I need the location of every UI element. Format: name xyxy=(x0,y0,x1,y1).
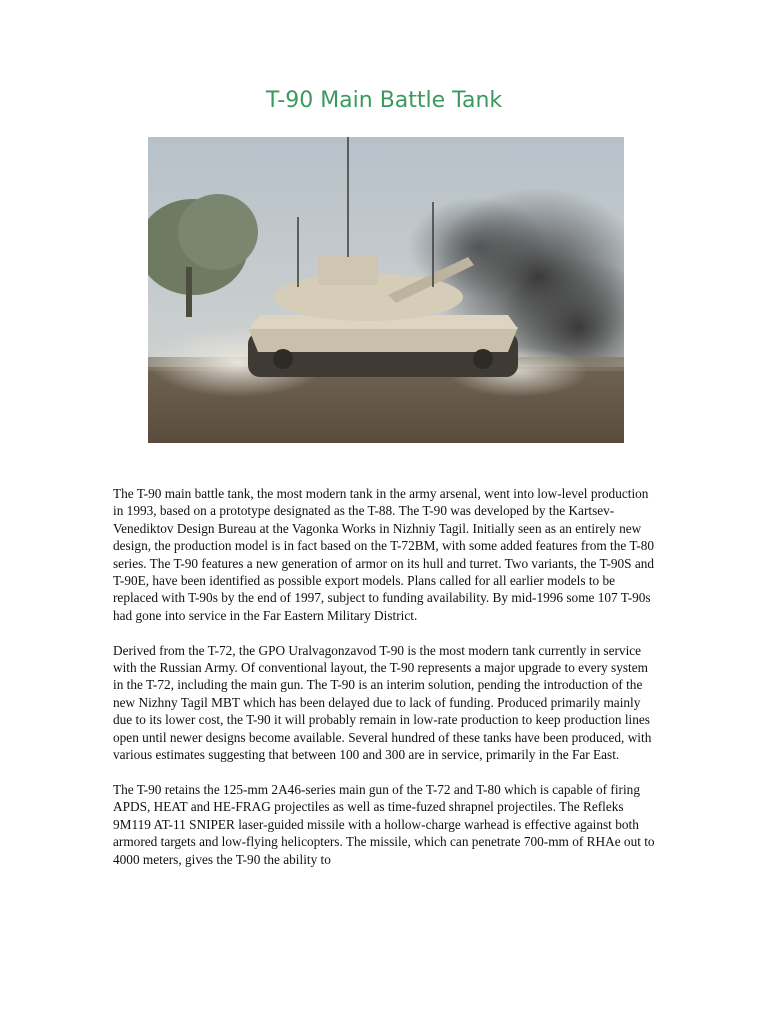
tank-photo xyxy=(148,137,624,443)
page-title: T-90 Main Battle Tank xyxy=(265,88,503,113)
article-body xyxy=(113,485,658,885)
paragraph: Derived from the T-72, the GPO Uralvagonzavod T-90 is the most modern tank currently in service with the Russian Army. Of conventional layout, the T-90 represents a major upgrade to every system in the T-72, including the main gun. The T-90 is an interim solution, pending the introduction of the new Nizhny Tagil MBT which has been delayed due to lack of funding. Produced primarily mainly due to its lower cost, the T-90 it will probably remain in low-rate production to keep production lines open until newer designs become available. Several hundred of these tanks have been produced, with various estimates suggesting that between 100 and 300 are in service, primarily in the Far East. xyxy=(113,642,652,763)
paragraph: The T-90 main battle tank, the most modern tank in the army arsenal, went into low-level production in 1993, based on a prototype designated as the T-88. The T-90 was developed by the Kartsev-Venediktov Design Bureau at the Vagonka Works in Nizhniy Tagil. Initially seen as an entirely new design, the production model is in fact based on the T-72BM, with some added features from the T-80 series. The T-90 features a new generation of armor on its hull and turret. Two variants, the T-90S and T-90E, have been identified as possible export models. Plans called for all earlier models to be replaced with T-90s by the end of 1997, subject to funding availability. By mid-1996 some 107 T-90s had gone into service in the Far Eastern Military District. xyxy=(113,486,655,623)
paragraph: The T-90 retains the 125-mm 2A46-series main gun of the T-72 and T-80 which is capable of firing APDS, HEAT and HE-FRAG projectiles as well as time-fuzed shrapnel projectiles. The Refleks 9M119 AT-11 SNIPER laser-guided missile with a hollow-charge warhead is effective against both armored targets and low-flying helicopters. The missile, which can penetrate 700-mm of RHAe out to 4000 meters, gives the T-90 the ability to xyxy=(113,781,655,867)
